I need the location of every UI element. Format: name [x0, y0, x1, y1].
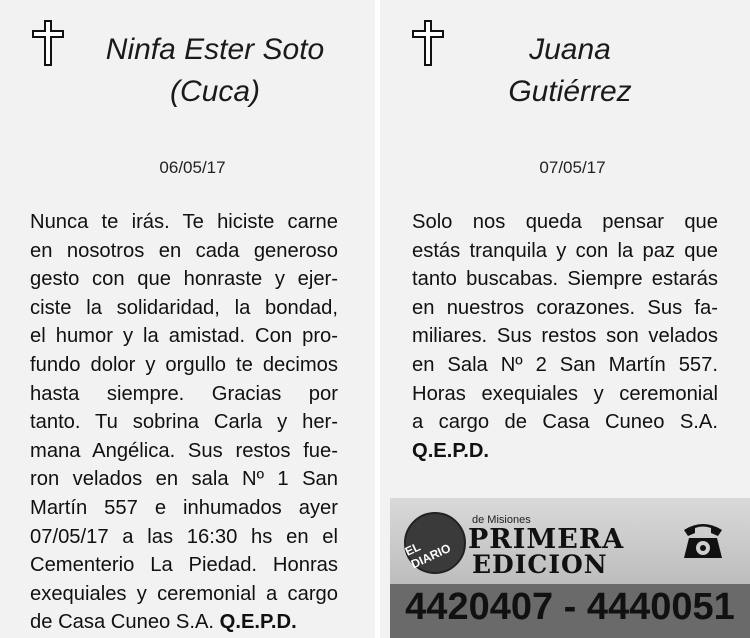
ad-phone-numbers: 4420407 - 4440051: [405, 586, 735, 628]
text-line: Martín 557 e inhumados ayer: [30, 496, 338, 519]
newspaper-ad: [390, 498, 750, 638]
deceased-name-line2: Gutiérrez: [508, 75, 632, 108]
text-line: en Sala Nº 2 San Martín 557.: [412, 353, 718, 376]
deceased-name-line2: (Cuca): [169, 75, 260, 108]
obituary-date: 06/05/17: [159, 158, 226, 177]
text-fragment: de Casa Cuneo S.A.: [30, 611, 220, 634]
telephone-icon: [680, 516, 726, 562]
text-line: miliares. Sus restos son velados: [412, 325, 718, 348]
text-line: Nunca te irás. Te hiciste carne: [30, 211, 338, 233]
text-line: estás tranquila y con la paz que: [412, 239, 718, 262]
text-line: tanto. Tu sobrina Carla y her-: [30, 411, 338, 434]
logo-text: EL DIARIO: [402, 539, 453, 572]
qepd-text: Q.E.P.D.: [412, 439, 490, 462]
qepd-text: Q.E.P.D.: [219, 611, 297, 634]
obituary-text: [30, 208, 338, 637]
text-line: en nuestros corazones. Sus fa-: [412, 296, 718, 319]
ad-title-line1: PRIMERA: [468, 524, 625, 555]
text-line: hasta siempre. Gracias por: [30, 382, 338, 405]
text-line: ron velados en sala Nº 1 San: [30, 468, 338, 491]
text-line: 07/05/17 a las 16:30 hs en el: [30, 525, 338, 548]
text-line: Cementerio La Piedad. Honras: [30, 554, 338, 577]
text-line: ciste la solidaridad, la bondad,: [30, 296, 338, 319]
text-line: el humor y la amistad. Con pro-: [30, 325, 338, 348]
text-line: a cargo de Casa Cuneo S.A.: [412, 411, 718, 434]
text-line: [30, 608, 338, 637]
deceased-name-line1: Ninfa Ester Soto: [105, 33, 325, 66]
cross-icon: [28, 18, 68, 68]
text-line: Horas exequiales y ceremonial: [412, 382, 718, 405]
text-line: en nosotros en cada generoso: [30, 239, 338, 262]
deceased-name-line1: Juana: [529, 33, 611, 66]
text-line: fundo dolor y orgullo te decimos: [30, 353, 338, 376]
obituary-date: 07/05/17: [539, 158, 606, 177]
text-line: gesto con que honraste y ejer-: [30, 268, 338, 291]
ad-title-line2: EDICION: [472, 550, 608, 579]
ad-subtitle: de Misiones: [472, 514, 531, 526]
text-line: exequiales y ceremonial a cargo: [30, 582, 338, 605]
text-line: tanto buscabas. Siempre estarás: [412, 268, 718, 291]
text-line: Solo nos queda pensar que: [412, 211, 718, 233]
text-line: mana Angélica. Sus restos fue-: [30, 439, 338, 462]
obituary-text: [412, 208, 718, 465]
